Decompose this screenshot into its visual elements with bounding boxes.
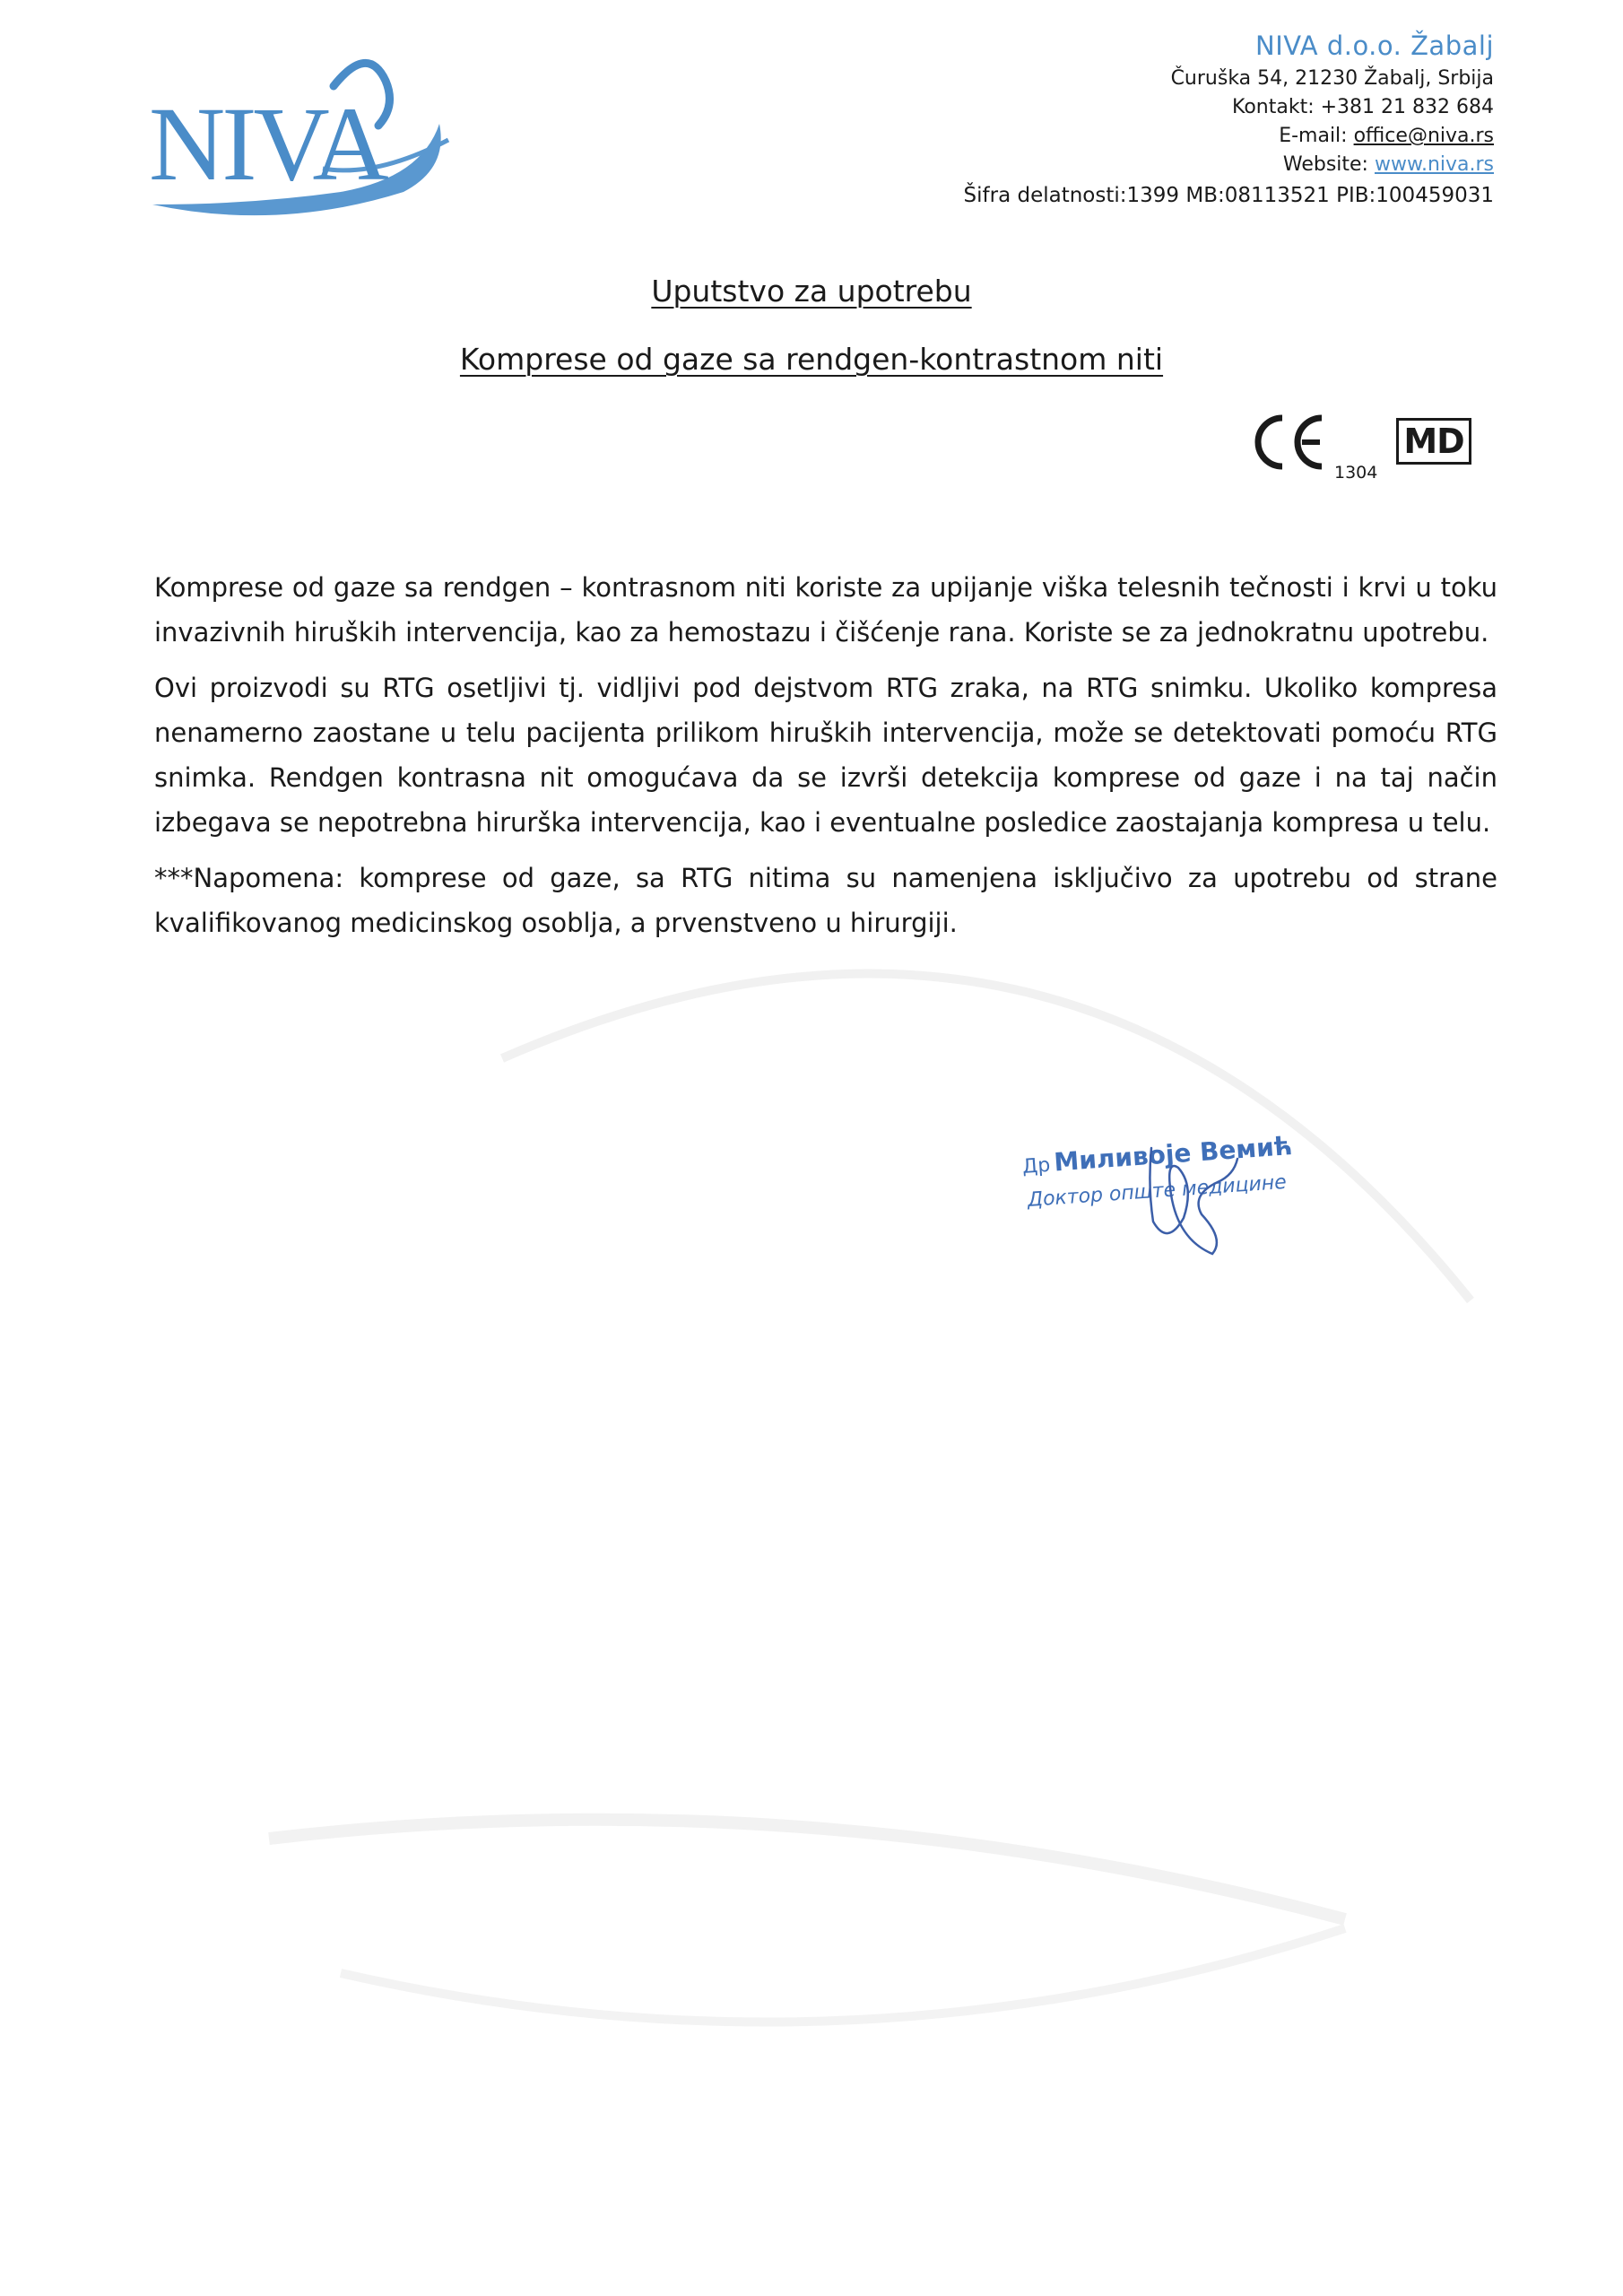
notified-body-number: 1304 <box>1334 463 1378 483</box>
email-label: E-mail: <box>1279 125 1348 147</box>
stamp-prefix: Др <box>1021 1153 1052 1178</box>
website-link[interactable]: www.niva.rs <box>1374 153 1494 176</box>
md-symbol: MD <box>1396 418 1471 465</box>
contact-phone: +381 21 832 684 <box>1320 96 1494 118</box>
paragraph-note: ***Napomena: komprese od gaze, sa RTG nitima su namenjena isključivo za upotrebu od strane kvalifikovanog medicinskog osoblja, a prvenstveno u hirurgiji. <box>154 863 1497 938</box>
company-codes: Šifra delatnosti:1399 MB:08113521 PIB:100459031 <box>963 184 1494 207</box>
company-info <box>964 27 1494 212</box>
company-website <box>964 151 1494 179</box>
email-link[interactable]: office@niva.rs <box>1353 125 1494 147</box>
website-label: Website: <box>1282 153 1368 176</box>
paragraph-rtg: Ovi proizvodi su RTG osetljivi tj. vidljivi pod dejstvom RTG zraka, na RTG snimku. Ukoliko kompresa nenamerno zaostane u telu pacijenta prilikom hiruških intervencija, može se detektovati pomoću RTG snimka. Rendgen kontrasna nit omogućava da se izvrši detekcija komprese od gaze i na taj način izbegava se nepotrebna hirurška intervencija, kao i eventualne posledice zaostajanja kompresa u telu. <box>154 673 1497 838</box>
contact-label: Kontakt: <box>1231 96 1315 118</box>
logo-wordmark: NIVA <box>149 85 386 203</box>
company-name: NIVA d.o.o. Žabalj <box>1255 30 1494 61</box>
regulatory-marks <box>1248 411 1490 491</box>
handwritten-signature <box>1112 1132 1246 1257</box>
company-email <box>964 122 1494 151</box>
document-subtitle: Komprese od gaze sa rendgen-kontrastnom niti <box>459 342 1164 377</box>
paragraph-purpose: Komprese od gaze sa rendgen – kontrasnom niti koriste za upijanje viška telesnih tečnosti i krvi u toku invazivnih hiruških intervencija, kao za hemostazu i čišćenje rana. Koriste se za jednokratnu upotrebu. <box>154 572 1497 648</box>
niva-logo <box>143 34 466 231</box>
document-title: Uputstvo za upotrebu <box>651 274 972 309</box>
ce-mark-icon <box>1248 411 1329 474</box>
instructions-body <box>154 565 1497 956</box>
company-address: Čuruška 54, 21230 Žabalj, Srbija <box>1170 67 1494 90</box>
company-contact <box>964 93 1494 122</box>
stamp-doctor-title: Доктор опште медицине <box>1027 1170 1288 1212</box>
stamp-doctor-name: Миливоје Вемић <box>1053 1130 1294 1178</box>
